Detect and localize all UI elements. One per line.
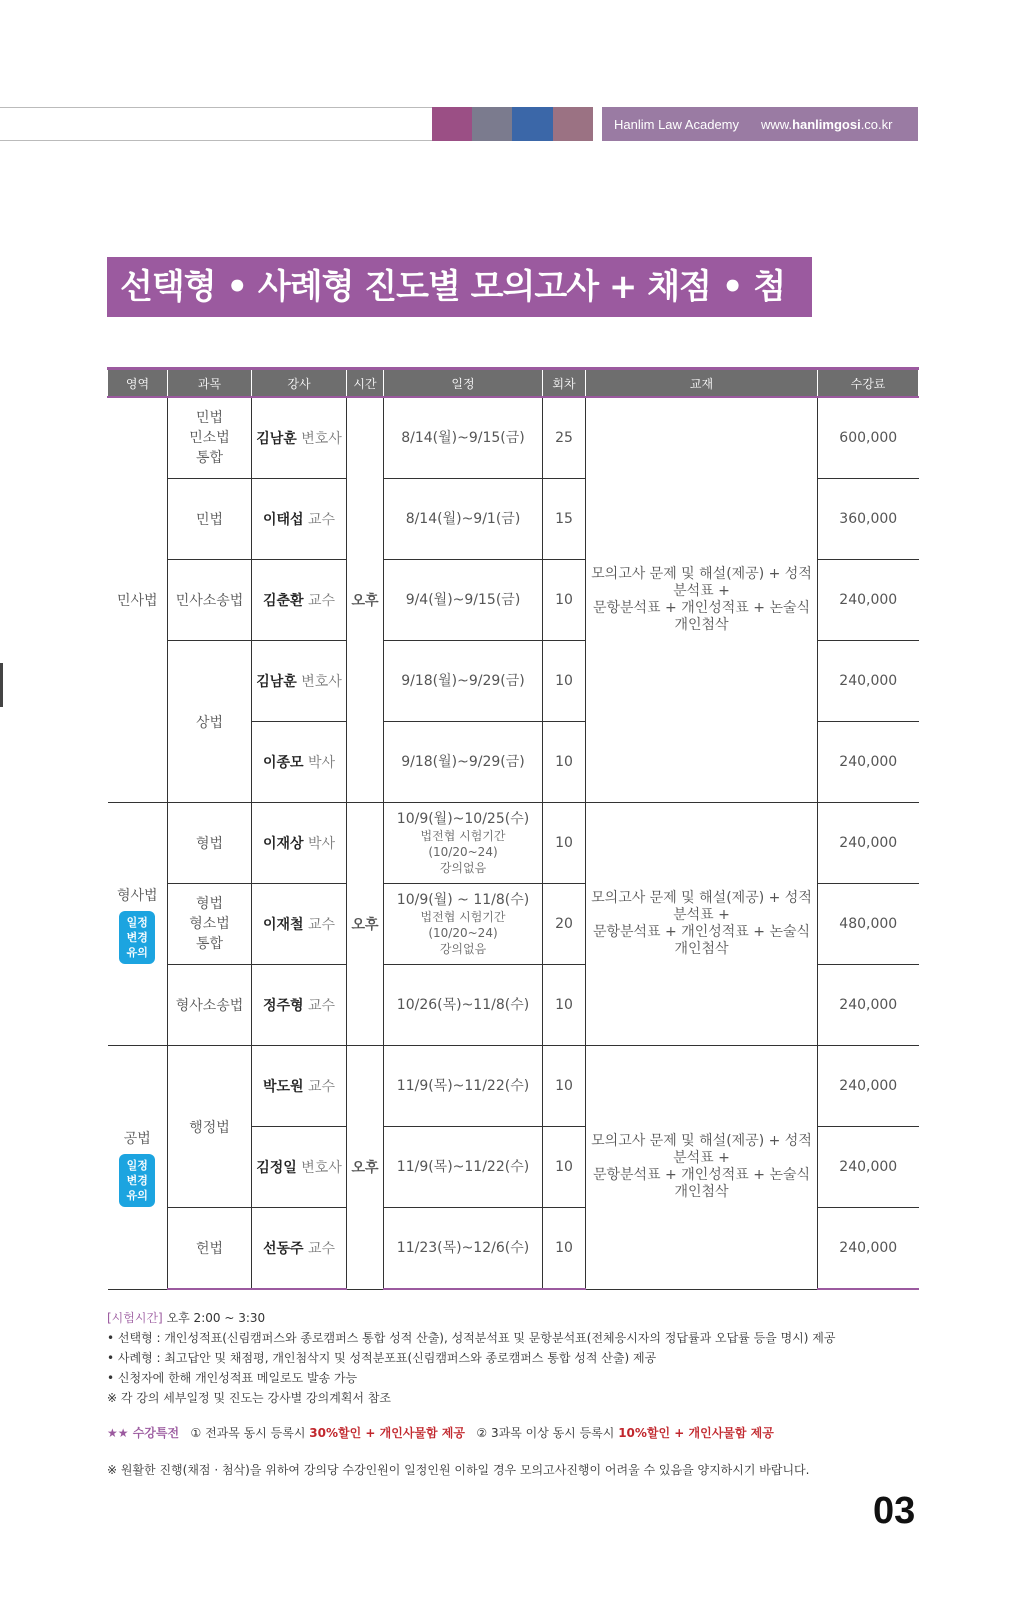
academy-name: Hanlim Law Academy	[614, 116, 739, 132]
material-line: 문항분석표 + 개인성적표 + 논술식 개인첨삭	[592, 924, 811, 957]
instructor-cell	[252, 1127, 347, 1208]
fee-cell: 240,000	[818, 641, 919, 722]
fee-cell: 360,000	[818, 479, 919, 560]
time-cell: 오후	[347, 1046, 384, 1290]
count-cell: 10	[543, 965, 586, 1046]
promo-label: ★★ 수강특전	[107, 1426, 180, 1440]
date-cell: 8/14(월)~9/1(금)	[384, 479, 543, 560]
material-line: 문항분석표 + 개인성적표 + 논술식 개인첨삭	[592, 600, 811, 633]
instructor-title: 변호사	[301, 1160, 342, 1176]
section-criminal	[108, 803, 919, 1046]
instructor-title: 교수	[307, 512, 336, 528]
header-fee: 수강료	[818, 369, 919, 398]
fee-cell: 240,000	[818, 1127, 919, 1208]
subject-cell: 행정법	[168, 1046, 252, 1208]
page-edge-mark	[0, 663, 3, 707]
badge-line: 유의	[126, 945, 148, 959]
area-cell	[108, 1046, 168, 1290]
header-material: 교재	[586, 369, 818, 398]
promo-1-highlight: 30%할인 + 개인사물함 제공	[309, 1426, 465, 1440]
count-cell: 20	[543, 884, 586, 965]
table-row	[108, 803, 919, 884]
material-line: 문항분석표 + 개인성적표 + 논술식 개인첨삭	[592, 1167, 811, 1201]
subject-cell	[168, 884, 252, 965]
fee-cell: 240,000	[818, 1208, 919, 1290]
color-swatch-1	[432, 107, 472, 141]
table-row	[108, 1046, 919, 1127]
instructor-name: 김남훈	[256, 431, 297, 447]
instructor-name: 이재철	[262, 917, 304, 933]
badge-line: 유의	[126, 1188, 148, 1202]
date-cell: 9/18(월)~9/29(금)	[384, 722, 543, 803]
date-cell: 8/14(월)~9/15(금)	[384, 397, 543, 479]
site-url-prefix: www.	[761, 116, 793, 132]
exam-time-line	[107, 1308, 918, 1328]
count-cell: 15	[543, 479, 586, 560]
area-cell	[108, 803, 168, 1046]
material-line: 모의고사 문제 및 해설(제공) + 성적분석표 +	[591, 890, 812, 923]
instructor-name: 이종모	[262, 755, 304, 771]
fee-cell: 240,000	[818, 803, 919, 884]
count-cell: 10	[543, 803, 586, 884]
date-range: 10/9(월)~10/25(수)	[396, 811, 530, 827]
area-cell: 민사법	[108, 397, 168, 803]
instructor-cell	[252, 560, 347, 641]
instructor-name: 이태섭	[262, 512, 304, 528]
material-line: 모의고사 문제 및 해설(제공) + 성적분석표 +	[591, 566, 812, 599]
instructor-name: 김정일	[256, 1160, 297, 1176]
count-cell: 10	[543, 1046, 586, 1127]
date-note: 법전협 시험기간 (10/20~24)	[420, 829, 506, 859]
exam-time-label: [시험시간]	[107, 1311, 163, 1325]
section-civil	[108, 397, 919, 803]
count-cell: 10	[543, 1208, 586, 1290]
header-brand-box	[602, 107, 918, 141]
subject-cell: 민사소송법	[168, 560, 252, 641]
date-note: 강의없음	[439, 861, 487, 875]
instructor-name: 이재상	[262, 836, 304, 852]
instructor-title: 박사	[307, 836, 336, 852]
fee-cell: 480,000	[818, 884, 919, 965]
instructor-cell	[252, 965, 347, 1046]
instructor-title: 박사	[307, 755, 336, 771]
header-time: 시간	[347, 369, 384, 398]
instructor-title: 교수	[307, 1079, 336, 1095]
page-number: 03	[873, 1490, 916, 1532]
date-range: 10/9(월) ~ 11/8(수)	[396, 892, 530, 908]
subject-cell: 형사소송법	[168, 965, 252, 1046]
date-cell: 11/9(목)~11/22(수)	[384, 1127, 543, 1208]
color-swatch-3	[512, 107, 553, 141]
promo-2-highlight: 10%할인 + 개인사물함 제공	[618, 1426, 774, 1440]
time-cell: 오후	[347, 397, 384, 803]
promo-line	[107, 1424, 774, 1441]
subject-cell: 상법	[168, 641, 252, 803]
site-url-suffix: .co.kr	[860, 116, 893, 132]
instructor-cell	[252, 1046, 347, 1127]
subject-line: 형소법	[189, 916, 230, 932]
table-row	[108, 397, 919, 479]
color-swatch-4	[553, 107, 593, 141]
material-cell	[586, 803, 818, 1046]
count-cell: 25	[543, 397, 586, 479]
date-cell: 9/18(월)~9/29(금)	[384, 641, 543, 722]
count-cell: 10	[543, 722, 586, 803]
instructor-cell	[252, 803, 347, 884]
header-instructor: 강사	[252, 369, 347, 398]
date-cell: 10/26(목)~11/8(수)	[384, 965, 543, 1046]
instructor-cell	[252, 1208, 347, 1290]
subject-cell: 헌법	[168, 1208, 252, 1290]
exam-time-value: 오후 2:00 ~ 3:30	[166, 1311, 266, 1325]
schedule-change-badge	[119, 1154, 155, 1207]
note-line: • 신청자에 한해 개인성적표 메일로도 발송 가능	[107, 1371, 358, 1385]
instructor-cell	[252, 479, 347, 560]
caution-note: ※ 원활한 진행(채점 · 첨삭)을 위하여 강의당 수강인원이 일정인원 이하일 경우 모의고사진행이 어려울 수 있음을 양지하시기 바랍니다.	[107, 1463, 810, 1477]
fee-cell: 240,000	[818, 965, 919, 1046]
header-subject: 과목	[168, 369, 252, 398]
fee-cell: 240,000	[818, 1046, 919, 1127]
date-note: 강의없음	[439, 942, 487, 956]
date-cell	[384, 884, 543, 965]
fee-cell: 240,000	[818, 560, 919, 641]
instructor-title: 변호사	[301, 674, 342, 690]
note-line: • 선택형 : 개인성적표(신림캠퍼스와 종로캠퍼스 통합 성적 산출), 성적분석표 및 문항분석표(전체응시자의 정답률과 오답률 등을 명시) 제공	[107, 1331, 836, 1345]
instructor-name: 박도원	[262, 1079, 304, 1095]
material-cell	[586, 1046, 818, 1290]
subject-line: 민법	[195, 410, 224, 426]
date-cell: 11/23(목)~12/6(수)	[384, 1208, 543, 1290]
date-cell: 9/4(월)~9/15(금)	[384, 560, 543, 641]
instructor-name: 김남훈	[256, 674, 297, 690]
date-cell	[384, 803, 543, 884]
count-cell: 10	[543, 1127, 586, 1208]
fee-cell: 240,000	[818, 722, 919, 803]
date-cell: 11/9(목)~11/22(수)	[384, 1046, 543, 1127]
header-area: 영역	[108, 369, 168, 398]
note-line: • 사례형 : 최고답안 및 채점평, 개인첨삭지 및 성적분포표(신림캠퍼스와 종로캠퍼스 통합 성적 산출) 제공	[107, 1351, 657, 1365]
count-cell: 10	[543, 641, 586, 722]
site-url[interactable]	[761, 117, 892, 132]
badge-line: 일정	[126, 1158, 148, 1172]
area-label: 공법	[123, 1130, 151, 1147]
material-line: 모의고사 문제 및 해설(제공) + 성적분석표 +	[591, 1133, 812, 1167]
material-cell	[586, 397, 818, 803]
subject-cell: 민법	[168, 479, 252, 560]
instructor-name: 정주형	[262, 998, 304, 1014]
page-title: 선택형 • 사례형 진도별 모의고사 + 채점 • 첨삭반	[107, 257, 812, 317]
badge-line: 변경	[126, 930, 148, 944]
instructor-name: 김춘환	[262, 593, 304, 609]
instructor-title: 변호사	[301, 431, 342, 447]
badge-line: 일정	[126, 915, 148, 929]
area-label: 형사법	[116, 887, 158, 904]
instructor-title: 교수	[307, 1241, 336, 1257]
site-url-domain: hanlimgosi	[792, 116, 861, 132]
promo-1-text: ① 전과목 동시 등록시	[190, 1426, 306, 1440]
subject-cell	[168, 397, 252, 479]
note-line: ※ 각 강의 세부일정 및 진도는 강사별 강의계획서 참조	[107, 1391, 392, 1405]
header-sessions: 회차	[543, 369, 586, 398]
subject-line: 통합	[195, 936, 224, 952]
instructor-title: 교수	[307, 593, 336, 609]
schedule-change-badge	[119, 911, 155, 964]
header-schedule: 일정	[384, 369, 543, 398]
header-rule	[0, 107, 432, 141]
section-public	[108, 1046, 919, 1290]
badge-line: 변경	[126, 1173, 148, 1187]
subject-line: 통합	[195, 450, 224, 466]
fee-cell: 600,000	[818, 397, 919, 479]
count-cell: 10	[543, 560, 586, 641]
instructor-name: 선동주	[262, 1241, 304, 1257]
subject-line: 민소법	[189, 430, 230, 446]
table-header-row	[108, 369, 919, 398]
instructor-title: 교수	[307, 998, 336, 1014]
schedule-table	[107, 367, 919, 1290]
instructor-cell	[252, 884, 347, 965]
date-note: 법전협 시험기간 (10/20~24)	[420, 910, 506, 940]
subject-line: 형법	[195, 896, 224, 912]
instructor-cell	[252, 722, 347, 803]
promo-2-text: ② 3과목 이상 동시 등록시	[476, 1426, 615, 1440]
color-swatch-2	[472, 107, 512, 141]
instructor-cell	[252, 641, 347, 722]
subject-cell: 형법	[168, 803, 252, 884]
time-cell: 오후	[347, 803, 384, 1046]
instructor-title: 교수	[307, 917, 336, 933]
instructor-cell	[252, 397, 347, 479]
notes-block	[107, 1308, 918, 1408]
